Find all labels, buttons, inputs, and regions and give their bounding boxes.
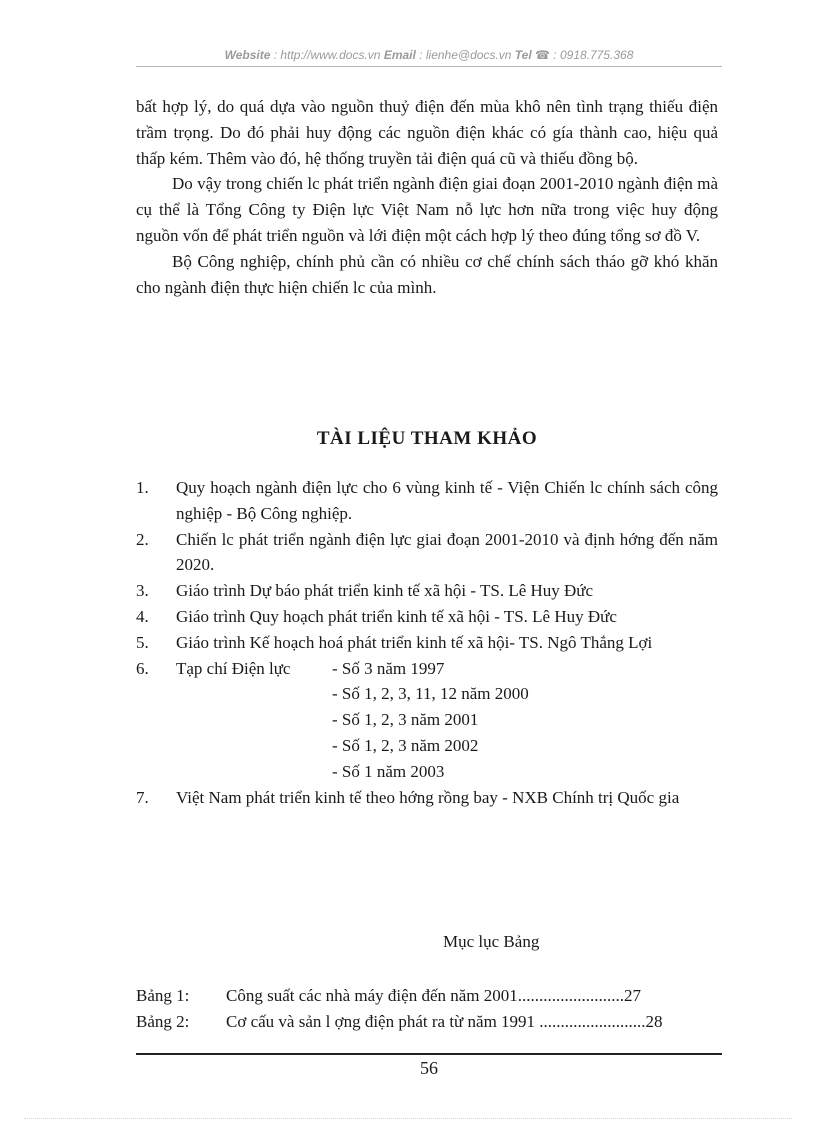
reference-item: [136, 630, 718, 656]
reference-number: 5.: [136, 632, 149, 652]
page-header: [136, 48, 722, 62]
body-text: [136, 94, 718, 300]
references-list: [136, 475, 718, 810]
email-label: Email: [383, 48, 416, 62]
website-value: : http://www.docs.vn: [273, 48, 381, 62]
tel-value: ☎ : 0918.775.368: [535, 48, 634, 62]
reference-item: [136, 604, 718, 630]
reference-item: [136, 578, 718, 604]
footer-divider: [136, 1053, 722, 1055]
page-bottom-border: [24, 1118, 792, 1119]
reference-text: Quy hoạch ngành điện lực cho 6 vùng kinh tế - Viện Chiến lc chính sách công nghiệp - Bộ Công nghiệp.: [176, 478, 718, 523]
reference-text: Giáo trình Quy hoạch phát triển kinh tế xã hội - TS. Lê Huy Đức: [176, 606, 617, 626]
magazine-issue: - Số 1, 2, 3 năm 2001: [332, 710, 479, 730]
magazine-issue: - Số 1 năm 2003: [332, 761, 445, 781]
email-value: : lienhe@docs.vn: [419, 48, 512, 62]
magazine-issue: - Số 1, 2, 3 năm 2002: [332, 735, 479, 755]
reference-item: [136, 785, 718, 811]
paragraph: bất hợp lý, do quá dựa vào nguồn thuỷ điện đến mùa khô nên tình trạng thiếu điện trầm trọng. Do đó phải huy động các nguồn điện khác có gía thành cao, hiệu quả thấp kém. Thêm vào đó, hệ thống truyền tải điện quá cũ và thiếu đồng bộ.: [136, 97, 718, 168]
references-title: TÀI LIỆU THAM KHẢO: [316, 428, 538, 449]
magazine-title: Tạp chí Điện lực: [176, 658, 291, 678]
table-index-row: [136, 1009, 736, 1035]
table-index-label: Bảng 2:: [136, 1011, 190, 1031]
table-index-label: Bảng 1:: [136, 986, 190, 1005]
reference-number: 6.: [136, 658, 149, 678]
reference-number: 7.: [136, 787, 149, 807]
reference-text: Giáo trình Kế hoạch hoá phát triển kinh tế xã hội- TS. Ngô Thắng Lợi: [176, 632, 653, 652]
reference-number: 1.: [136, 478, 149, 497]
reference-text: Chiến lc phát triển ngành điện lực giai đoạn 2001-2010 và định hớng đến năm 2020.: [176, 529, 718, 575]
reference-text: Việt Nam phát triển kinh tế theo hớng rồng bay - NXB Chính trị Quốc gia: [176, 787, 680, 807]
paragraph: Do vậy trong chiến lc phát triển ngành điện giai đoạn 2001-2010 ngành điện mà cụ thể là Tổng Công ty Điện lực Việt Nam nỗ lực hơn nữa trong việc huy động nguồn vốn để phát triển nguồn và lới điện một cách hợp lý theo đúng tổng sơ đồ V.: [136, 174, 718, 245]
table-index: [136, 983, 736, 1034]
page-number: 56: [420, 1058, 438, 1078]
paragraph: Bộ Công nghiệp, chính phủ cần có nhiều cơ chế chính sách tháo gỡ khó khăn cho ngành điện thực hiện chiến lc của mình.: [136, 251, 718, 297]
reference-number: 3.: [136, 581, 149, 601]
header-divider: [136, 66, 722, 67]
table-index-entry: Cơ cấu và sản l ợng điện phát ra từ năm 1991 .........................28: [226, 1011, 663, 1031]
table-index-title: Mục lục Bảng: [443, 932, 540, 951]
table-index-row: [136, 983, 736, 1009]
website-label: Website: [224, 48, 271, 62]
magazine-issue: - Số 3 năm 1997: [332, 658, 445, 678]
table-index-entry: Công suất các nhà máy điện đến năm 2001.........................27: [226, 986, 642, 1005]
reference-item-magazine: [136, 656, 718, 682]
reference-item: [136, 527, 718, 579]
tel-label: Tel: [514, 48, 532, 62]
reference-number: 4.: [136, 606, 149, 626]
magazine-issue: - Số 1, 2, 3, 11, 12 năm 2000: [332, 684, 529, 704]
reference-number: 2.: [136, 529, 149, 549]
reference-item: [136, 475, 718, 527]
reference-text: Giáo trình Dự báo phát triển kinh tế xã hội - TS. Lê Huy Đức: [176, 581, 594, 601]
